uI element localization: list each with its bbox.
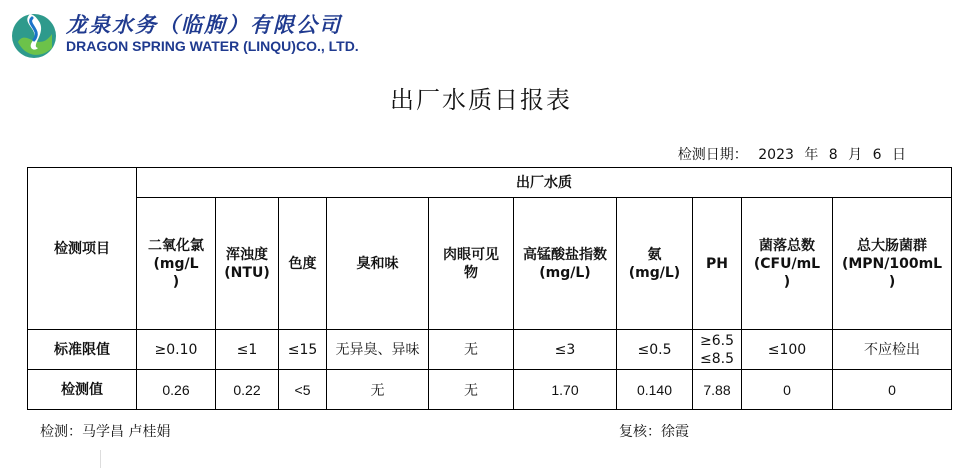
column-header: 总大肠菌群 (MPN/100mL ) <box>833 198 952 330</box>
date-day-unit: 日 <box>892 147 906 163</box>
column-header: 菌落总数 (CFU/mL ) <box>742 198 833 330</box>
result-cell: 0 <box>833 370 952 410</box>
date-month: 8 <box>828 147 838 163</box>
row-label-header: 检测项目 <box>28 168 137 330</box>
standard-cell: ≤0.5 <box>617 330 693 370</box>
date-year: 2023 <box>758 147 794 163</box>
result-cell: 无 <box>327 370 429 410</box>
result-label: 检测值 <box>28 370 137 410</box>
water-quality-table <box>27 167 952 410</box>
column-header: 肉眼可见 物 <box>429 198 514 330</box>
column-header: 氨 (mg/L) <box>617 198 693 330</box>
group-header: 出厂水质 <box>137 168 952 198</box>
result-cell: 1.70 <box>514 370 617 410</box>
company-name-chinese: 龙泉水务（临朐）有限公司 <box>66 12 342 37</box>
standard-cell: ≤3 <box>514 330 617 370</box>
result-cell: 0.140 <box>617 370 693 410</box>
result-cell: 无 <box>429 370 514 410</box>
date-label: 检测日期： <box>677 147 748 163</box>
date-year-unit: 年 <box>804 147 819 163</box>
result-cell: <5 <box>279 370 327 410</box>
standard-cell: ≤15 <box>279 330 327 370</box>
company-logo-icon <box>8 8 60 60</box>
result-cell: 0.22 <box>216 370 279 410</box>
standard-cell: ≤1 <box>216 330 279 370</box>
standard-cell: ≥6.5 ≤8.5 <box>693 330 742 370</box>
reviewer-signature: 复核：徐霞 <box>619 424 689 440</box>
standard-cell: ≥0.10 <box>137 330 216 370</box>
standard-cell: ≤100 <box>742 330 833 370</box>
column-header: 浑浊度 (NTU) <box>216 198 279 330</box>
result-cell: 7.88 <box>693 370 742 410</box>
standard-cell: 无异臭、异味 <box>327 330 429 370</box>
result-cell: 0.26 <box>137 370 216 410</box>
date-month-unit: 月 <box>848 147 863 163</box>
column-header: 二氧化氯 (mg/L ) <box>137 198 216 330</box>
column-header: 臭和味 <box>327 198 429 330</box>
column-header: 色度 <box>279 198 327 330</box>
date-day: 6 <box>872 147 882 163</box>
standard-cell: 无 <box>429 330 514 370</box>
divider <box>100 450 101 468</box>
inspector-signature: 检测：马学昌 卢桂娟 <box>40 424 171 440</box>
standard-label: 标准限值 <box>28 330 137 370</box>
company-name-english: DRAGON SPRING WATER (LINQU)CO., LTD. <box>66 38 359 54</box>
column-header: PH <box>693 198 742 330</box>
report-date <box>672 144 906 164</box>
report-title: 出厂水质日报表 <box>390 86 572 114</box>
result-cell: 0 <box>742 370 833 410</box>
column-header: 高锰酸盐指数 (mg/L) <box>514 198 617 330</box>
standard-cell: 不应检出 <box>833 330 952 370</box>
